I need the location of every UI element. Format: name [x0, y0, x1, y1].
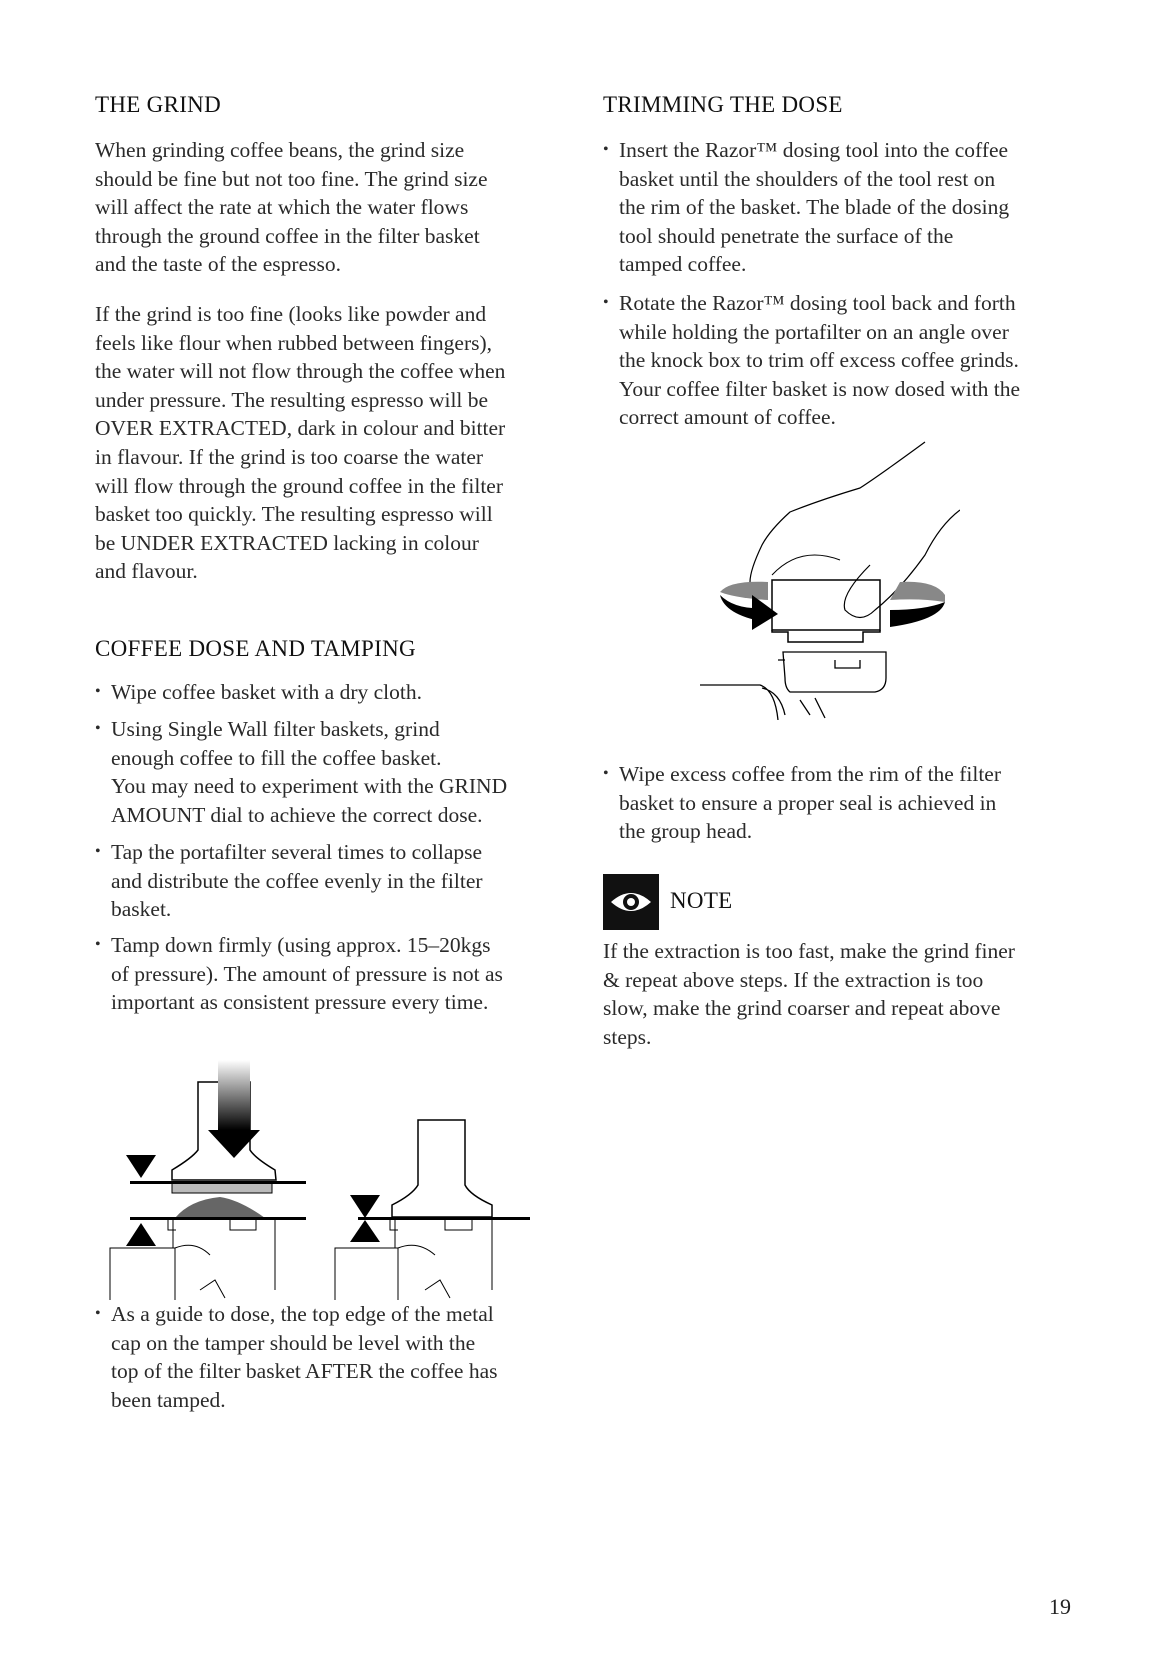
tamping-illustration [100, 1040, 560, 1300]
page-number: 19 [1049, 1594, 1071, 1619]
dose-guide-bullet: • As a guide to dose, the top edge of the metal cap on the tamper should be level with the top of the filter basket AFTER the coffee has been tamped. [95, 1300, 498, 1414]
heading-the-grind: THE GRIND [95, 92, 221, 117]
dose-bullet: • Tap the portafilter several times to collapse and distribute the coffee evenly in the filter basket. [95, 838, 483, 924]
trim-bullet: • Insert the Razor™ dosing tool into the coffee basket until the shoulders of the tool rest on the rim of the basket. The blade of the dosing tool should penetrate the surface of the tamped coffee. [603, 136, 1009, 279]
grind-paragraph-1: When grinding coffee beans, the grind size should be fine but not too fine. The grind size will affect the rate at which the water flows through the ground coffee in the filter basket and the taste of the espresso. [95, 138, 488, 277]
dose-bullet: • Wipe coffee basket with a dry cloth. [95, 678, 422, 707]
grind-paragraph-2: If the grind is too fine (looks like powder and feels like flour when rubbed between fingers), the water will not flow through the coffee when under pressure. The resulting espresso will be OVER EXTRACTED, dark in colour and bitter in flavour. If the grind is too coarse the water will flow through the ground coffee in the filter basket too quickly. The resulting espresso will be UNDER EXTRACTED lacking in colour and flavour. [95, 302, 506, 584]
razor-trimming-illustration [700, 430, 960, 720]
trim-bullet: • Rotate the Razor™ dosing tool back and forth while holding the portafilter on an angle over the knock box to trim off excess coffee grinds. Your coffee filter basket is now dosed with the correct amount of coffee. [603, 289, 1020, 432]
dose-bullet: • Tamp down firmly (using approx. 15–20kgs of pressure). The amount of pressure is not as important as consistent pressure every time. [95, 931, 503, 1017]
note-text: If the extraction is too fast, make the grind finer & repeat above steps. If the extraction is too slow, make the grind coarser and repeat above steps. [603, 939, 1015, 1049]
wipe-bullet: • Wipe excess coffee from the rim of the filter basket to ensure a proper seal is achieved in the group head. [603, 760, 1001, 846]
heading-trimming-dose: TRIMMING THE DOSE [603, 92, 843, 117]
eye-icon [603, 874, 659, 930]
dose-bullet: • Using Single Wall filter baskets, grind enough coffee to fill the coffee basket. You may need to experiment with the GRIND AMOUNT dial to achieve the correct dose. [95, 715, 507, 829]
note-label: NOTE [670, 888, 733, 913]
heading-coffee-dose: COFFEE DOSE AND TAMPING [95, 636, 416, 661]
